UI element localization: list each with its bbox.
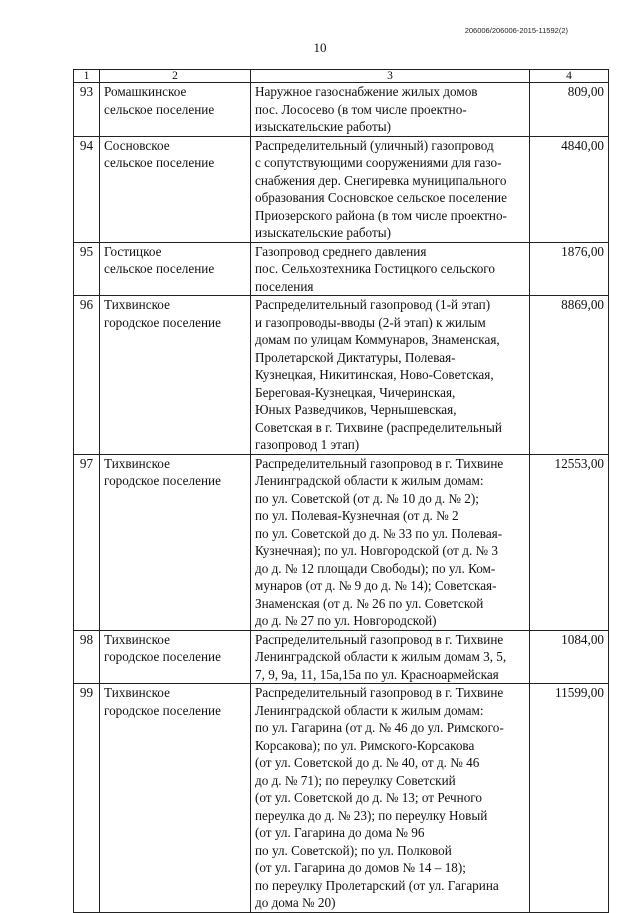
settlement-line: городское поселение [104, 702, 221, 718]
document-id: 206006/206006-2015-11592(2) [464, 26, 568, 35]
description-line: (от ул. Советской до д. № 13; от Речного [255, 790, 482, 805]
description-line: по ул. Гагарина (от д. № 46 до ул. Римского- [255, 720, 504, 735]
settlement-cell [100, 83, 251, 137]
description-line: Ленинградской области к жилым домам: [255, 702, 484, 718]
settlement-line: сельское поселение [104, 261, 215, 276]
description-cell [251, 242, 530, 296]
description-line: 7, 9, 9а, 11, 15а,15а по ул. Красноармейская [255, 666, 499, 682]
description-line: Газопровод среднего давления [255, 243, 427, 259]
row-number: 99 [74, 684, 100, 913]
amount-cell: 11599,00 [530, 684, 609, 913]
settlement-line: Гостицкое [104, 243, 162, 259]
amount-cell: 4840,00 [530, 136, 609, 242]
description-line: по ул. Советской (от д. № 10 до д. № 2); [255, 490, 479, 506]
description-line: пос. Лососево (в том числе проектно- [255, 101, 467, 117]
settlement-cell [100, 296, 251, 455]
settlement-line: Тихвинское [104, 297, 170, 312]
description-line: газопровод 1 этап) [255, 437, 360, 452]
budget-table [73, 69, 609, 913]
description-line: домам по улицам Коммунаров, Знаменская, [255, 332, 500, 347]
description-line: изыскательские работы) [255, 225, 391, 240]
description-line: по переулку Пролетарский (от ул. Гагарина [255, 877, 499, 893]
description-line: снабжения дер. Снегиревка муниципального [255, 172, 507, 188]
settlement-line: сельское поселение [104, 101, 215, 117]
description-line: Распределительный газопровод в г. Тихвине [255, 685, 504, 700]
table-row [74, 630, 609, 684]
table-row [74, 83, 609, 137]
settlement-line: Ромашкинское [104, 84, 187, 99]
row-number: 94 [74, 136, 100, 242]
row-number: 93 [74, 83, 100, 137]
description-line: Кузнецкая, Никитинская, Ново-Советская, [255, 367, 494, 382]
amount-cell: 1084,00 [530, 630, 609, 684]
table-row [74, 296, 609, 455]
settlement-line: Тихвинское [104, 685, 170, 700]
description-line: Распределительный газопровод в г. Тихвине [255, 455, 504, 471]
row-number: 95 [74, 242, 100, 296]
table-row [74, 454, 609, 630]
description-cell [251, 296, 530, 455]
description-line: Береговая-Кузнецкая, Чичеринская, [255, 384, 456, 400]
column-header-1: 1 [74, 70, 100, 83]
description-line: (от ул. Гагарина до домов № 14 – 18); [255, 860, 466, 875]
table-body [74, 83, 609, 913]
description-line: до д. № 27 по ул. Новгородской) [255, 613, 437, 628]
settlement-line: городское поселение [104, 314, 221, 330]
description-cell [251, 136, 530, 242]
table-row [74, 242, 609, 296]
description-line: Пролетарской Диктатуры, Полевая- [255, 349, 456, 365]
description-line: пос. Сельхозтехника Гостицкого сельского [255, 261, 495, 276]
amount-cell: 809,00 [530, 83, 609, 137]
description-line: Советская в г. Тихвине (распределительный [255, 419, 502, 435]
settlement-cell [100, 684, 251, 913]
description-line: Распределительный газопровод в г. Тихвине [255, 631, 504, 647]
amount-cell: 1876,00 [530, 242, 609, 296]
column-header-2: 2 [100, 70, 251, 83]
description-line: по ул. Советской); по ул. Полковой [255, 842, 452, 858]
description-cell [251, 684, 530, 913]
table-row [74, 684, 609, 913]
description-line: Ленинградской области к жилым домам: [255, 473, 484, 488]
settlement-line: Тихвинское [104, 455, 170, 471]
description-cell [251, 83, 530, 137]
settlement-line: городское поселение [104, 473, 221, 488]
settlement-line: Тихвинское [104, 631, 170, 647]
column-header-3: 3 [251, 70, 530, 83]
description-line: (от ул. Советской до д. № 40, от д. № 46 [255, 755, 480, 770]
description-line: и газопроводы-вводы (2-й этап) к жилым [255, 314, 486, 330]
table-row [74, 136, 609, 242]
description-line: до д. № 71); по переулку Советский [255, 772, 456, 788]
page-number: 10 [313, 40, 327, 55]
row-number: 97 [74, 454, 100, 630]
amount-cell: 12553,00 [530, 454, 609, 630]
description-line: изыскательские работы) [255, 119, 391, 134]
description-line: с сопутствующими сооружениями для газо- [255, 155, 502, 170]
settlement-line: сельское поселение [104, 155, 215, 170]
description-cell [251, 630, 530, 684]
settlement-cell [100, 136, 251, 242]
description-line: Корсакова); по ул. Римского-Корсакова [255, 737, 475, 753]
description-line: Ленинградской области к жилым домам 3, 5, [255, 649, 507, 664]
description-line: Знаменская (от д. № 26 по ул. Советской [255, 595, 484, 611]
description-line: поселения [255, 278, 314, 294]
settlement-cell [100, 630, 251, 684]
column-header-4: 4 [530, 70, 609, 83]
description-line: по ул. Советской до д. № 33 по ул. Полевая- [255, 525, 503, 541]
settlement-cell [100, 454, 251, 630]
settlement-line: Сосновское [104, 137, 170, 153]
description-line: мунаров (от д. № 9 до д. № 14); Советская- [255, 578, 497, 593]
description-line: Распределительный (уличный) газопровод [255, 137, 494, 153]
description-line: переулка до д. № 23); по переулку Новый [255, 807, 488, 823]
description-line: Распределительный газопровод (1-й этап) [255, 297, 491, 312]
description-cell [251, 454, 530, 630]
row-number: 96 [74, 296, 100, 455]
description-line: Приозерского района (в том числе проектно- [255, 207, 507, 223]
description-line: Юных Разведчиков, Чернышевская, [255, 402, 457, 417]
table-header-row [74, 70, 609, 83]
description-line: до д. № 12 площади Свободы); по ул. Ком- [255, 560, 496, 576]
settlement-line: городское поселение [104, 649, 221, 664]
description-line: Кузнечная); по ул. Новгородской (от д. № 3 [255, 543, 499, 558]
description-line: Наружное газоснабжение жилых домов [255, 84, 478, 99]
description-line: образования Сосновское сельское поселение [255, 190, 507, 205]
settlement-cell [100, 242, 251, 296]
description-line: по ул. Полевая-Кузнечная (от д. № 2 [255, 508, 459, 523]
row-number: 98 [74, 630, 100, 684]
amount-cell: 8869,00 [530, 296, 609, 455]
description-line: (от ул. Гагарина до дома № 96 [255, 825, 425, 840]
description-line: до дома № 20) [255, 895, 336, 910]
